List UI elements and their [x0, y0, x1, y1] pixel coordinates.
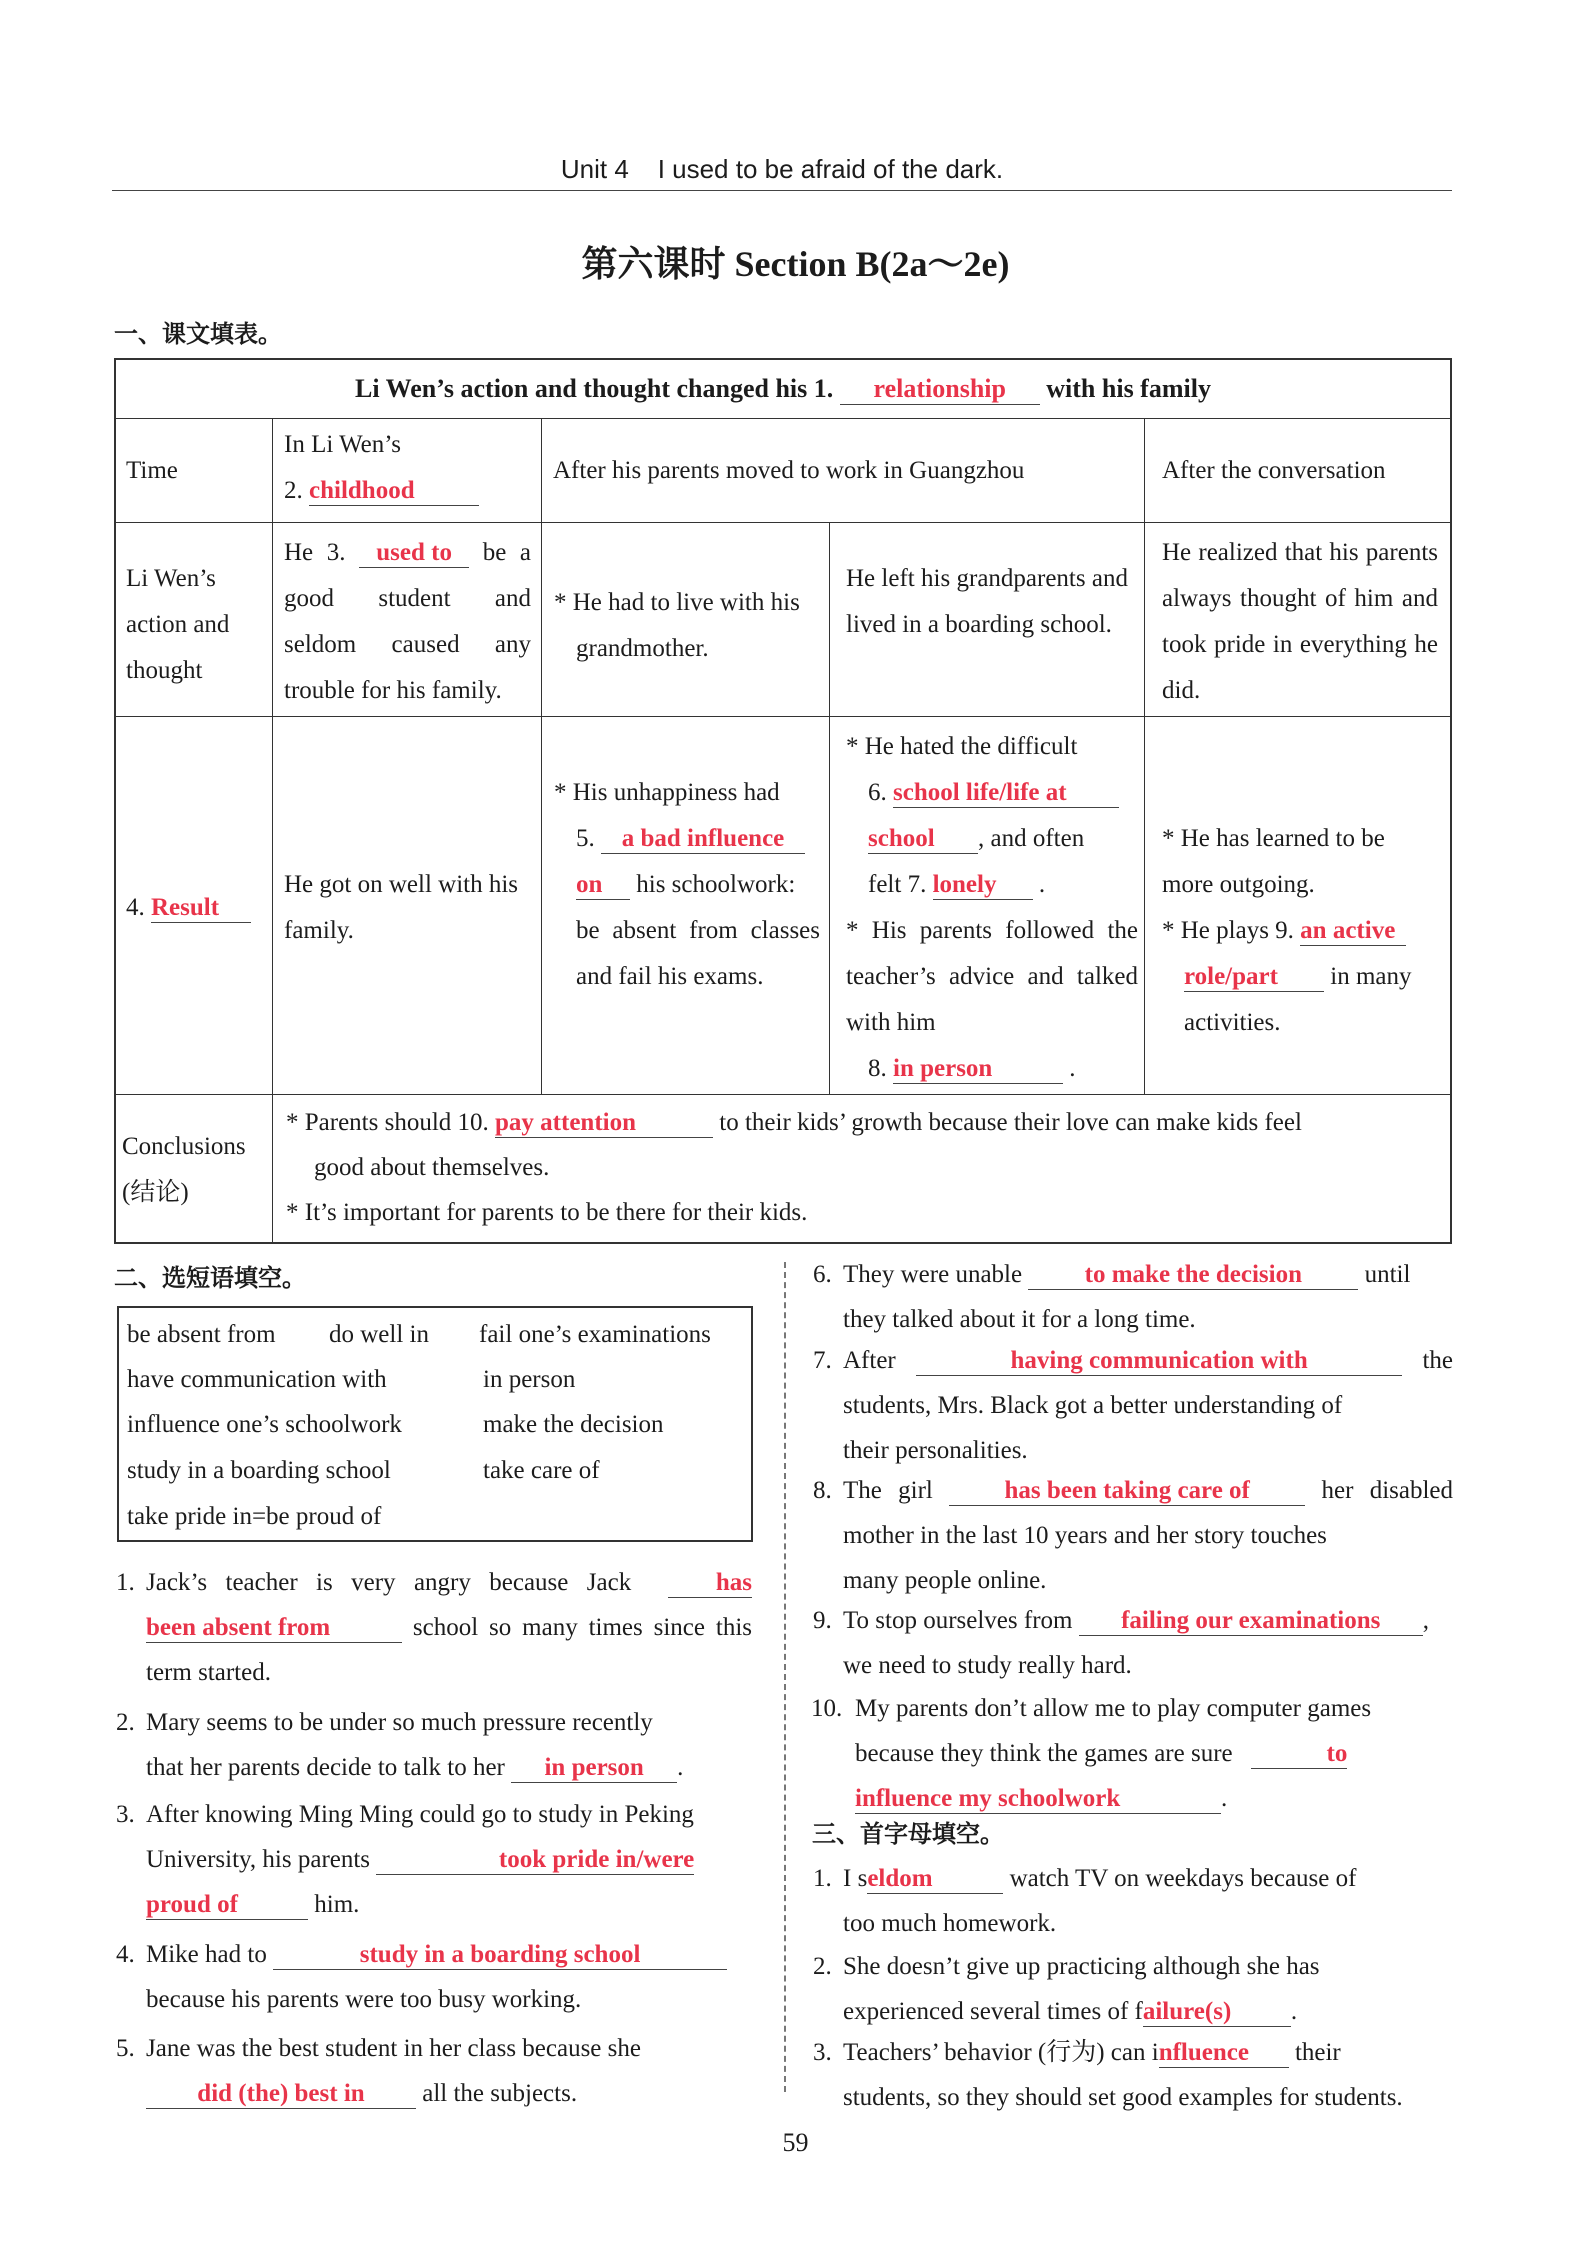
phrase: have communication with [127, 1366, 387, 1393]
header-unit: Unit 4 [560, 154, 629, 184]
question-2-1: 1. Jack’s teacher is very angry because Jack has been absent from school so many times since this term started. [116, 1569, 753, 1686]
running-header [112, 150, 1452, 191]
answer-9b: role/part [1184, 963, 1278, 990]
question-3-3: 3. Teachers’ behavior (行为) can influence their students, so they should set good examples for students. [813, 2039, 1403, 2111]
result-col2: * His unhappiness had 5. a bad influence on his schoolwork: be absent from classes and fail his exams. [554, 779, 820, 990]
answer-6b: school [868, 825, 935, 852]
column-divider [784, 1262, 786, 2092]
answer-8: in person [893, 1055, 993, 1082]
row-action-label: Li Wen’s action and thought [126, 565, 230, 684]
question-2-4: 4. Mike had to study in a boarding school because his parents were too busy working. [146, 1932, 752, 2022]
answer-5a: a bad influence [621, 825, 785, 852]
row-conclusions-label: Conclusions (结论) [122, 1133, 246, 1206]
row-result-label: 4. Result [126, 885, 251, 931]
conclusions-content: * Parents should 10. pay attention to their kids’ growth because their love can make kids feel good about themselves. * It’s important for parents to be there for their kids. [286, 1109, 1302, 1226]
action-col2: * He had to live with his grandmother. [554, 589, 800, 662]
lesson-title: 第六课时 Section B(2a～2e) [581, 244, 1010, 284]
phrase: be absent from [127, 1321, 276, 1348]
phrase: in person [483, 1366, 576, 1393]
phrase: do well in [329, 1321, 429, 1348]
part3-heading: 三、首字母填空。 [812, 1820, 1004, 1848]
fill-table [114, 358, 1452, 1244]
answer-1: relationship [873, 374, 1006, 403]
part2-heading: 二、选短语填空。 [114, 1264, 306, 1292]
phrase: take care of [483, 1457, 600, 1484]
phrase-box [117, 1306, 753, 1542]
time-col3: After the conversation [1162, 457, 1386, 484]
action-col1: He 3. used to be a good student and seldom caused any trouble for his family. [284, 539, 532, 704]
question-2-7: 7. After having communication with the students, Mrs. Black got a better understanding of their personalities. [813, 1347, 1454, 1464]
result-col4: * He has learned to be more outgoing. * He plays 9. an active role/part in many activities. [1162, 825, 1412, 1036]
answer-2: childhood [309, 477, 415, 504]
action-col3: He left his grandparents and lived in a boarding school. [846, 565, 1128, 638]
question-2-10: 10. My parents don’t allow me to play computer games because they think the games are sure to influence my schoolwork . [811, 1695, 1372, 1812]
page-number: 59 [782, 2128, 809, 2157]
part1-heading: 一、课文填表。 [114, 320, 282, 348]
time-col2: After his parents moved to work in Guangzhou [553, 457, 1025, 484]
action-col4: He realized that his parents always thought of him and took pride in everything he did. [1162, 539, 1438, 704]
phrase: take pride in=be proud of [127, 1503, 382, 1530]
answer-9a: an active [1300, 917, 1396, 944]
question-2-8: 8. The girl has been taking care of her disabled mother in the last 10 years and her story touches many people online. [813, 1477, 1454, 1594]
question-3-1: 1. I seldom watch TV on weekdays because of too much homework. [813, 1865, 1357, 1937]
answer-10: pay attention [495, 1109, 637, 1136]
header-text [112, 154, 1452, 185]
question-2-2: 2. Mary seems to be under so much pressure recently that her parents decide to talk to her in person . [116, 1709, 684, 1781]
phrase: fail one’s examinations [479, 1321, 711, 1348]
answer-3: used to [376, 539, 452, 566]
question-2-3: 3. After knowing Ming Ming could go to study in Peking University, his parents took pride in/were proud of him. [116, 1801, 695, 1918]
phrase: influence one’s schoolwork [127, 1411, 402, 1438]
answer-4: Result [151, 894, 220, 921]
phrase: study in a boarding school [127, 1457, 391, 1484]
result-col3: * He hated the difficult 6. school life/life at school , and often felt 7. lonely . * His parents followed the teacher’s advice and talked with him 8. in person . [846, 733, 1138, 1082]
header-title: I used to be afraid of the dark. [657, 154, 1004, 184]
question-2-6: 6. They were unable to make the decision until they talked about it for a long time. [813, 1261, 1411, 1333]
answer-6a: school life/life at [893, 779, 1067, 806]
question-2-9: 9. To stop ourselves from failing our examinations , we need to study really hard. [813, 1607, 1429, 1679]
answer-5b: on [576, 871, 603, 898]
answer-7: lonely [932, 871, 997, 898]
result-col1: He got on well with his family. [284, 871, 519, 944]
table-title: Li Wen’s action and thought changed his 1. relationship with his family [355, 374, 1211, 403]
phrase: make the decision [483, 1411, 664, 1438]
question-3-2: 2. She doesn’t give up practicing although she has experienced several times of failure(s) . [813, 1953, 1320, 2025]
question-2-5: 5. Jane was the best student in her class because she did (the) best in all the subjects. [116, 2035, 641, 2107]
row-time-label: Time [126, 457, 178, 484]
time-col1: In Li Wen’s 2. childhood [284, 422, 529, 514]
